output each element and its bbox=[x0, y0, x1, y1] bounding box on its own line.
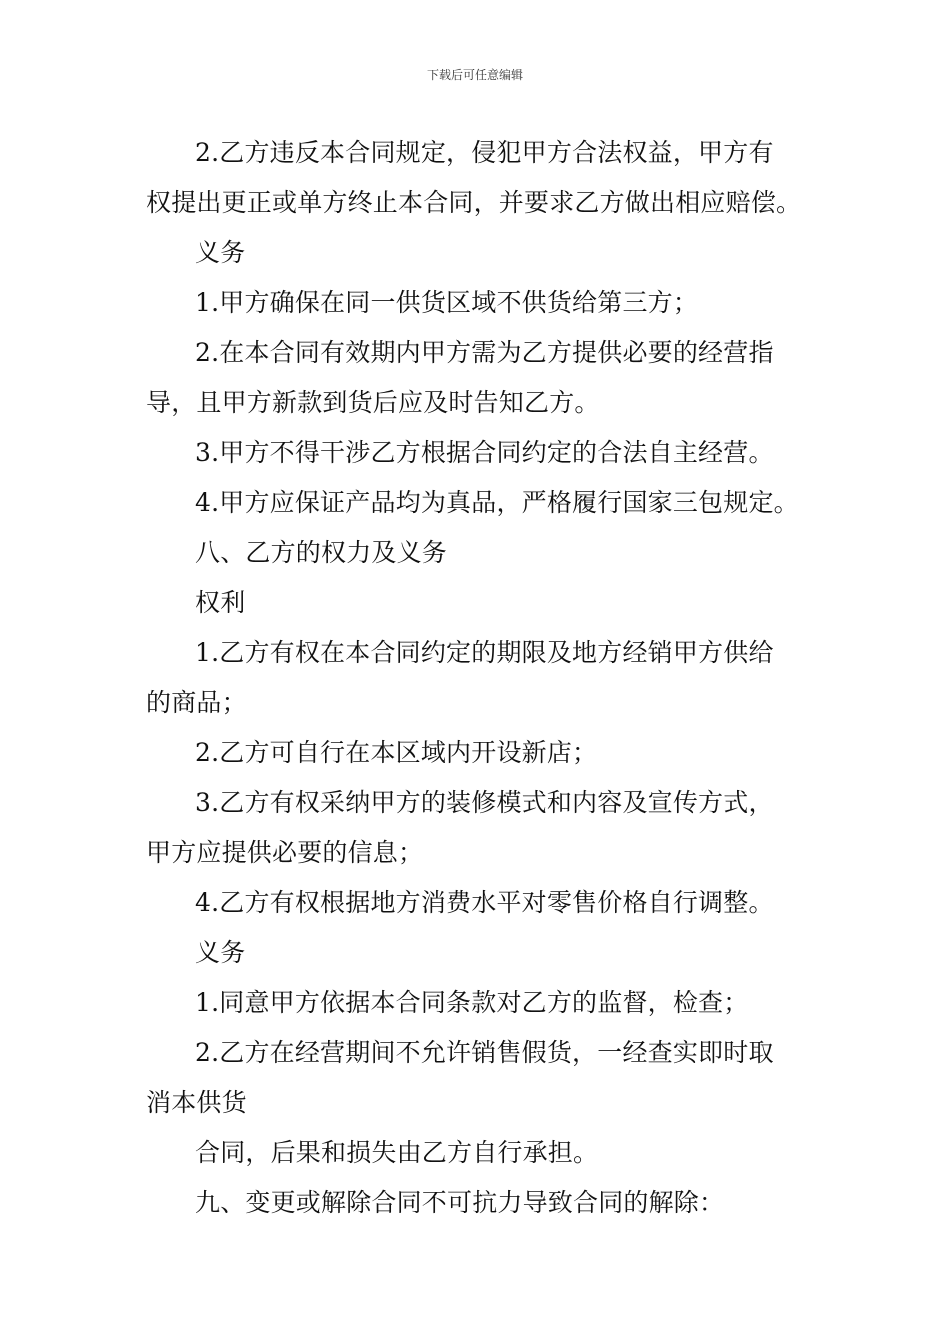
section-heading: 义务 bbox=[195, 938, 246, 967]
paragraph-line: 权提出更正或单方终止本合同，并要求乙方做出相应赔偿。 bbox=[146, 188, 802, 217]
paragraph-line: 消本供货 bbox=[146, 1088, 247, 1117]
paragraph-line: 2.在本合同有效期内甲方需为乙方提供必要的经营指 bbox=[195, 338, 774, 367]
paragraph-line: 3.甲方不得干涉乙方根据合同约定的合法自主经营。 bbox=[195, 438, 774, 467]
paragraph-line: 3.乙方有权采纳甲方的装修模式和内容及宣传方式， bbox=[195, 788, 774, 817]
paragraph-line: 甲方应提供必要的信息； bbox=[146, 838, 424, 867]
paragraph-line: 1.甲方确保在同一供货区域不供货给第三方； bbox=[195, 288, 699, 317]
paragraph-line: 4.甲方应保证产品均为真品，严格履行国家三包规定。 bbox=[195, 488, 799, 517]
paragraph-line: 的商品； bbox=[146, 688, 247, 717]
section-heading: 权利 bbox=[195, 588, 246, 617]
header-note: 下载后可任意编辑 bbox=[426, 68, 523, 82]
section-heading: 八、乙方的权力及义务 bbox=[195, 538, 448, 567]
paragraph-line: 4.乙方有权根据地方消费水平对零售价格自行调整。 bbox=[195, 888, 774, 917]
paragraph-line: 2.乙方可自行在本区域内开设新店； bbox=[195, 738, 598, 767]
paragraph-line: 合同，后果和损失由乙方自行承担。 bbox=[195, 1138, 599, 1167]
paragraph-line: 2.乙方在经营期间不允许销售假货，一经查实即时取 bbox=[195, 1038, 774, 1067]
section-heading: 义务 bbox=[195, 238, 246, 267]
section-heading: 九、变更或解除合同不可抗力导致合同的解除： bbox=[195, 1188, 725, 1217]
document-body bbox=[146, 128, 810, 1228]
paragraph-line: 1.乙方有权在本合同约定的期限及地方经销甲方供给 bbox=[195, 638, 774, 667]
paragraph-line: 导，且甲方新款到货后应及时告知乙方。 bbox=[146, 388, 600, 417]
paragraph-line: 1.同意甲方依据本合同条款对乙方的监督，检查； bbox=[195, 988, 749, 1017]
paragraph-line: 2.乙方违反本合同规定，侵犯甲方合法权益，甲方有 bbox=[195, 138, 774, 167]
